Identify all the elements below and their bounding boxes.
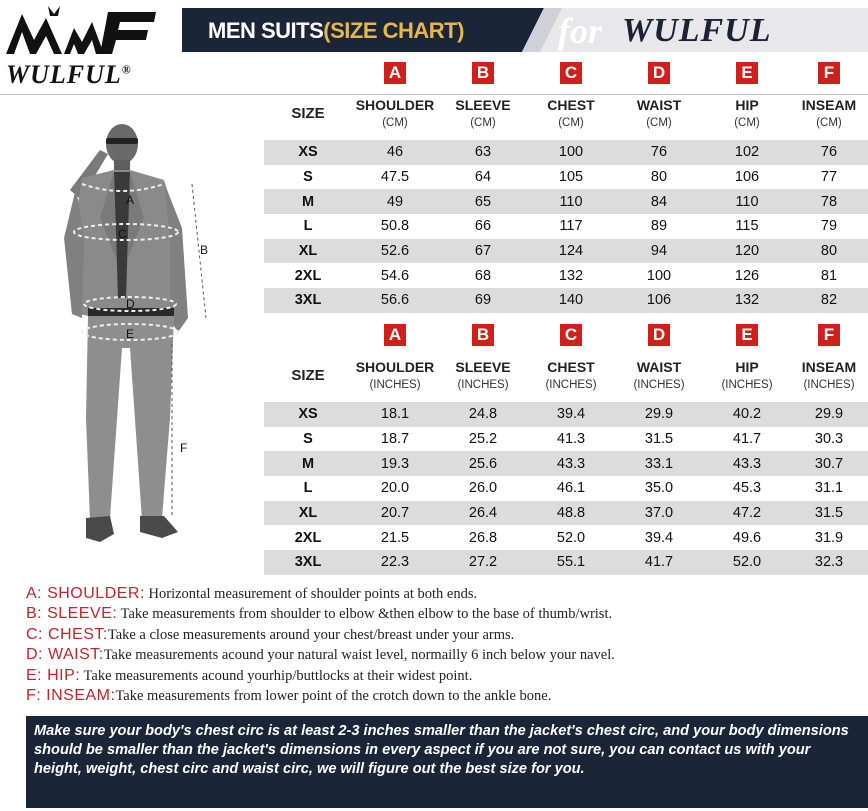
value-cell: 29.9 [790, 402, 868, 427]
value-cell: 80 [790, 239, 868, 264]
size-cell: 2XL [294, 267, 322, 284]
value-cell: 25.6 [438, 451, 528, 476]
size-cell: 3XL [264, 288, 352, 313]
wulful-wolf-logo-icon [4, 2, 164, 62]
value-cell: 52.0 [556, 529, 586, 546]
value-cell: 25.2 [468, 431, 498, 448]
value-cell: 132 [558, 267, 584, 284]
size-cell: 2XL [294, 529, 322, 546]
note-shoulder: A: SHOULDER: Horizontal measurement of shoulder points at both ends. [26, 585, 478, 602]
column-header: WAIST (INCHES) [633, 359, 685, 391]
value-cell: 77 [820, 169, 838, 186]
column-header: CHEST (INCHES) [545, 359, 597, 391]
column-header: SHOULDER (INCHES) [355, 359, 435, 391]
value-cell: 21.5 [380, 529, 410, 546]
figure-label-d: D [126, 297, 135, 311]
table-row [264, 525, 868, 550]
column-header: HIP (INCHES) [721, 359, 773, 391]
note-sleeve: B: SLEEVE: Take measurements from shoulder to elbow &then elbow to the base of thumb/wrist. [26, 605, 613, 623]
value-cell: 100 [646, 267, 672, 284]
note-inseam: F: INSEAM:Take measurements from lower point of the crotch down to the ankle bone. [26, 686, 552, 704]
fit-advice-box [26, 716, 868, 808]
size-header: SIZE [291, 367, 325, 384]
value-cell: 24.8 [438, 402, 528, 427]
note-chest: C: CHEST:Take a close measurements around your chest/breast under your arms. [26, 625, 515, 643]
man-in-suit-icon [30, 118, 220, 568]
table-row [264, 427, 868, 452]
size-cell: 3XL [264, 550, 352, 575]
figure-label-e: E [126, 327, 135, 341]
value-cell: 47.2 [704, 501, 790, 526]
column-header: CHEST (CM) [547, 97, 595, 129]
table-row [264, 140, 868, 165]
value-cell: 30.7 [790, 451, 868, 476]
letter-row [264, 322, 868, 348]
value-cell: 19.3 [352, 451, 438, 476]
value-cell: 26.8 [468, 529, 498, 546]
size-cell: S [303, 431, 313, 448]
table-row [264, 402, 868, 427]
figure-label-b: B [200, 243, 209, 257]
value-cell: 30.3 [814, 431, 844, 448]
value-cell: 31.9 [814, 529, 844, 546]
value-cell: 63 [438, 140, 528, 165]
value-cell: 41.3 [556, 431, 586, 448]
table-row [264, 451, 868, 476]
size-cell: M [264, 189, 352, 214]
value-cell: 41.7 [614, 550, 704, 575]
note-hip: E: HIP: Take measurements acound yourhip/buttlocks at their widest point. [26, 666, 473, 684]
value-cell: 35.0 [644, 480, 674, 497]
value-cell: 43.3 [704, 451, 790, 476]
value-cell: 54.6 [380, 267, 410, 284]
fit-advice-text: Make sure your body's chest circ is at least 2-3 inches smaller than the jacket's chest circ, and your body dimensions should be smaller than the jacket's dimensions in every aspect if you are not sure, you can contact us with your height, weight, chest circ and waist circ, we will figure out the best size for you. [34, 723, 849, 777]
value-cell: 33.1 [614, 451, 704, 476]
size-chart-cm [264, 60, 868, 313]
value-cell: 50.8 [380, 218, 410, 235]
header-row [264, 86, 868, 140]
value-cell: 106 [614, 288, 704, 313]
value-cell: 20.7 [352, 501, 438, 526]
size-cell: XL [264, 239, 352, 264]
letter-badge: E [736, 62, 758, 84]
value-cell: 32.3 [790, 550, 868, 575]
value-cell: 81 [820, 267, 838, 284]
value-cell: 120 [704, 239, 790, 264]
table-row [264, 501, 868, 526]
letter-badge: A [384, 62, 406, 84]
banner-brand-word: WULFUL [622, 12, 772, 49]
letter-badge: D [648, 62, 670, 84]
value-cell: 102 [704, 140, 790, 165]
size-cell: L [303, 480, 313, 497]
value-cell: 94 [614, 239, 704, 264]
size-cell: S [303, 169, 313, 186]
value-cell: 46 [352, 140, 438, 165]
column-header: SHOULDER (CM) [355, 97, 435, 129]
value-cell: 80 [650, 169, 668, 186]
size-cell: XL [264, 501, 352, 526]
letter-row [264, 60, 868, 86]
header-row [264, 348, 868, 402]
value-cell: 37.0 [614, 501, 704, 526]
value-cell: 47.5 [380, 169, 410, 186]
value-cell: 132 [704, 288, 790, 313]
column-header: INSEAM (INCHES) [801, 359, 857, 391]
value-cell: 18.1 [352, 402, 438, 427]
value-cell: 76 [614, 140, 704, 165]
value-cell: 18.7 [380, 431, 410, 448]
letter-badge: C [560, 324, 582, 346]
value-cell: 49 [352, 189, 438, 214]
value-cell: 115 [735, 218, 759, 235]
table-row [264, 288, 868, 313]
column-header: SLEEVE (CM) [455, 97, 511, 129]
figure-label-c: C [118, 227, 127, 241]
letter-badge: F [818, 324, 840, 346]
table-row [264, 165, 868, 190]
value-cell: 76 [790, 140, 868, 165]
value-cell: 110 [528, 189, 614, 214]
value-cell: 43.3 [528, 451, 614, 476]
figure-label-f: F [180, 441, 188, 455]
value-cell: 26.0 [468, 480, 498, 497]
man-in-suit-figure [30, 118, 220, 568]
brand-logo [4, 2, 164, 90]
logo-text: WULFUL® [6, 60, 132, 89]
banner-for-word: for [558, 11, 602, 51]
value-cell: 46.1 [556, 480, 586, 497]
value-cell: 41.7 [732, 431, 762, 448]
letter-badge: D [648, 324, 670, 346]
value-cell: 67 [438, 239, 528, 264]
value-cell: 110 [704, 189, 790, 214]
value-cell: 31.5 [790, 501, 868, 526]
value-cell: 79 [820, 218, 838, 235]
value-cell: 52.6 [352, 239, 438, 264]
column-header: WAIST (CM) [636, 97, 682, 129]
column-header: SLEEVE (INCHES) [455, 359, 511, 391]
value-cell: 39.4 [528, 402, 614, 427]
table-row [264, 189, 868, 214]
banner-title: MEN SUITS(SIZE CHART) [208, 18, 464, 43]
letter-badge: C [560, 62, 582, 84]
value-cell: 39.4 [644, 529, 674, 546]
letter-badge: B [472, 62, 494, 84]
size-cell: XS [264, 140, 352, 165]
table-row [264, 214, 868, 239]
value-cell: 89 [650, 218, 668, 235]
size-cell: XS [264, 402, 352, 427]
value-cell: 55.1 [528, 550, 614, 575]
value-cell: 66 [474, 218, 492, 235]
value-cell: 106 [734, 169, 760, 186]
value-cell: 65 [438, 189, 528, 214]
value-cell: 84 [614, 189, 704, 214]
table-row [264, 263, 868, 288]
title-banner [182, 8, 868, 52]
value-cell: 82 [790, 288, 868, 313]
value-cell: 64 [474, 169, 492, 186]
value-cell: 56.6 [352, 288, 438, 313]
letter-badge: A [384, 324, 406, 346]
value-cell: 52.0 [704, 550, 790, 575]
letter-badge: E [736, 324, 758, 346]
value-cell: 31.1 [814, 480, 844, 497]
value-cell: 26.4 [438, 501, 528, 526]
column-header: HIP (CM) [734, 97, 760, 129]
size-cell: M [264, 451, 352, 476]
value-cell: 117 [559, 218, 583, 235]
figure-label-a: A [126, 193, 135, 207]
note-waist: D: WAIST:Take measurements acound your natural waist level, normailly 6 inch below your navel. [26, 646, 615, 664]
value-cell: 68 [474, 267, 492, 284]
value-cell: 69 [438, 288, 528, 313]
value-cell: 29.9 [614, 402, 704, 427]
value-cell: 27.2 [438, 550, 528, 575]
size-chart-inches [264, 322, 868, 575]
value-cell: 124 [528, 239, 614, 264]
value-cell: 31.5 [644, 431, 674, 448]
table-row [264, 239, 868, 264]
value-cell: 78 [790, 189, 868, 214]
letter-badge: F [818, 62, 840, 84]
value-cell: 48.8 [528, 501, 614, 526]
column-header: INSEAM (CM) [801, 97, 857, 129]
measurement-notes [26, 584, 868, 706]
value-cell: 22.3 [352, 550, 438, 575]
size-cell: L [303, 218, 313, 235]
value-cell: 20.0 [380, 480, 410, 497]
table-row [264, 550, 868, 575]
value-cell: 140 [528, 288, 614, 313]
size-header: SIZE [291, 105, 325, 122]
table-row [264, 476, 868, 501]
value-cell: 40.2 [704, 402, 790, 427]
value-cell: 49.6 [732, 529, 762, 546]
letter-badge: B [472, 324, 494, 346]
value-cell: 45.3 [732, 480, 762, 497]
value-cell: 105 [558, 169, 584, 186]
value-cell: 126 [734, 267, 760, 284]
value-cell: 100 [528, 140, 614, 165]
